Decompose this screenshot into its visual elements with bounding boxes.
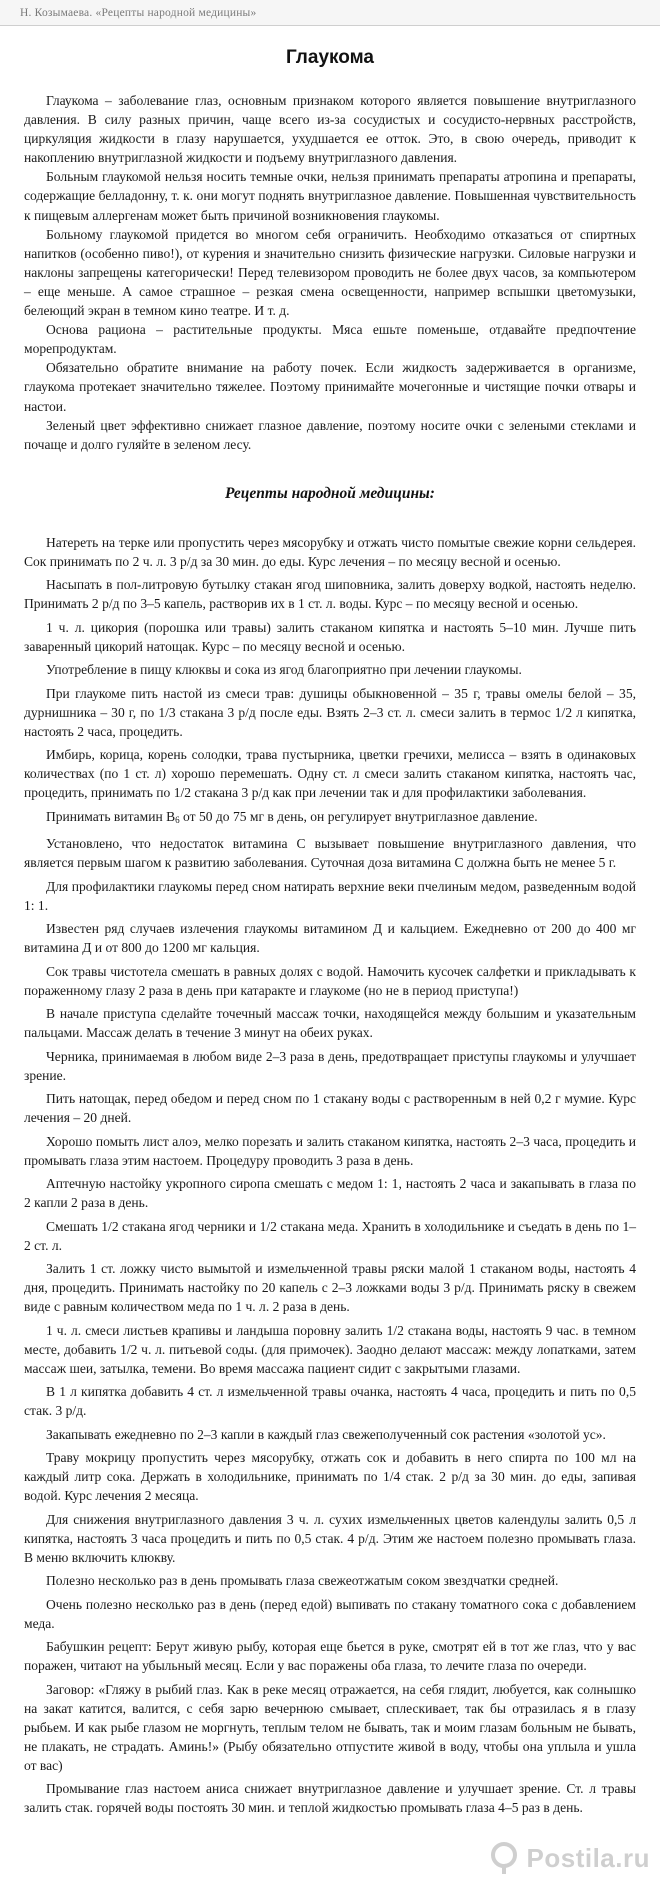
recipe-paragraph: Бабушкин рецепт: Берут живую рыбу, которая еще бьется в руке, смотрят ей в тот же глаз, что у вас поражен, читают на убыльный месяц. Если у вас поражены оба глаза, то лечите глаза по очереди.: [24, 1639, 636, 1674]
recipe-paragraph: Очень полезно несколько раз в день (перед едой) выпивать по стакану томатного сока с добавлением меда.: [24, 1596, 636, 1631]
recipe-paragraph: В 1 л кипятка добавить 4 ст. л измельченной травы очанка, настоять 4 часа, процедить и пить по 0,5 стак. 3 р/д.: [24, 1384, 636, 1419]
vitamin-b6-after: от 50 до 75 мг в день, он регулирует внутриглазное давление.: [179, 808, 538, 824]
recipe-paragraph: Известен ряд случаев излечения глаукомы витамином Д и кальцием. Ежедневно от 200 до 400 мг витамина Д и от 800 до 1200 мг кальция.: [24, 921, 636, 956]
article: [24, 40, 636, 1822]
recipe-paragraph: Насыпать в пол-литровую бутылку стакан ягод шиповника, залить доверху водкой, настоять неделю. Принимать 2 р/д по 3–5 капель, растворив их в 1 ст. л. воды. Курс – по месяцу весной и осенью.: [24, 577, 636, 612]
recipe-paragraph: 1 ч. л. смеси листьев крапивы и ландыша поровну залить 1/2 стакана воды, настоять 9 час. в темном месте, добавить 1/2 ч. л. питьевой соды. (для примочек). Заодно делают массаж: между лопатками, затем массаж шеи, затылка, темени. Во время массажа пациент сидит с закрытыми глазами.: [24, 1322, 636, 1376]
recipes-heading: Рецепты народной медицины:: [225, 484, 435, 502]
intro-paragraph: Больному глаукомой придется во многом себя ограничить. Необходимо отказаться от спиртных напитков (особенно пиво!), от курения и значительно снизить физические нагрузки. Силовые нагрузки и наклоны запрещены категорически! Перед телевизором проводить не более двух часов, за компьютером – еще меньше. А самое страшное – резкая смена освещенности, например вспышки цветомузыки, белеющий экран в темном кино театре. И т. д.: [24, 226, 636, 319]
recipe-paragraph: Закапывать ежедневно по 2–3 капли в каждый глаз свежеполученный сок растения «золотой ус».: [46, 1426, 606, 1442]
recipe-paragraph: Натереть на терке или пропустить через мясорубку и отжать чисто помытые свежие корни сельдерея. Сок принимать по 2 ч. л. 3 р/д за 30 мин. до еды. Курс лечения – по месяцу весной и осенью.: [24, 534, 636, 569]
intro-paragraph: Зеленый цвет эффективно снижает глазное давление, поэтому носите очки с зелеными стеклами и почаще и долго гуляйте в зеленом лесу.: [24, 417, 636, 452]
recipe-paragraph: В начале приступа сделайте точечный массаж точки, находящейся между большим и указательным пальцами. Массаж делать в течение 3 минут на обеих руках.: [24, 1006, 636, 1041]
intro-section: [24, 91, 636, 454]
recipe-paragraph: Установлено, что недостаток витамина С вызывает повышение внутриглазного давления, что является первым шагом к развитию заболевания. Суточная доза витамина С должна быть не менее 5 г.: [24, 836, 636, 871]
watermark-text: Postila.ru: [526, 1842, 650, 1873]
recipe-paragraph: Промывание глаз настоем аниса снижает внутриглазное давление и улучшает зрение. Ст. л травы залить стак. горячей воды постоять 30 мин. и теплой жидкостью промывать глаза 4–5 раз в день.: [24, 1781, 636, 1816]
running-header-title: Н. Козымаева. «Рецепты народной медицины»: [20, 7, 257, 19]
intro-paragraph: Больным глаукомой нельзя носить темные очки, нельзя принимать препараты атропина и препараты, содержащие белладонну, т. к. они могут поднять внутриглазное давление. Повышенная чувствительность к пищевым аллергенам может быть причиной возникновения глаукомы.: [24, 169, 636, 223]
recipe-paragraph: Черника, принимаемая в любом виде 2–3 раза в день, предотвращает приступы глаукомы и улучшает зрение.: [24, 1048, 636, 1083]
recipe-paragraph: Аптечную настойку укропного сиропа смешать с медом 1: 1, настоять 2 часа и закапывать в глаза по 2 капли 2 раза в день.: [24, 1176, 636, 1211]
recipe-paragraph: При глаукоме пить настой из смеси трав: душицы обыкновенной – 35 г, травы омелы белой – 35, дурнишника – 30 г, по 1/3 стакана 3 р/д после еды. Взять 2–3 ст. л. смеси залить в термос 1/2 л кипятка, настоять 2 часа, процедить.: [24, 685, 636, 739]
article-title: Глаукома: [285, 47, 374, 68]
vitamin-b6-before: Принимать витамин В: [46, 808, 176, 824]
running-header: [0, 0, 660, 26]
recipe-paragraph: Смешать 1/2 стакана ягод черники и 1/2 стакана меда. Хранить в холодильнике и съедать в день по 1–2 ст. л.: [24, 1218, 636, 1253]
watermark-pin-icon: [487, 1841, 521, 1875]
recipe-paragraph: Сок травы чистотела смешать в равных долях с водой. Намочить кусочек салфетки и прикладывать к пораженному глазу 2 раза в день при катаракте и глаукоме (но не в период приступа!): [24, 963, 636, 998]
recipe-paragraph: 1 ч. л. цикория (порошка или травы) залить стаканом кипятка и настоять 5–10 мин. Лучше пить заваренный цикорий натощак. Курс – по месяцу весной и осенью.: [24, 619, 636, 654]
recipe-paragraph: Траву мокрицу пропустить через мясорубку, отжать сок и добавить в него спирта по 100 мл на каждый литр сока. Держать в холодильнике, принимать по 1/4 стак. 2 р/д за 30 мин. до еды, запивая водой. Курс лечения 2 месяца.: [24, 1450, 636, 1504]
watermark: [410, 1838, 650, 1878]
recipe-paragraph: Залить 1 ст. ложку чисто вымытой и измельченной травы ряски малой 1 стаканом воды, настоять 4 дня, процедить. Принимать настойку по 20 капель с 2–3 ложками воды 3 р/д. Принимать ряску в свежем виде с равным количеством меда по 1 ч. л. 2 раза в день.: [24, 1261, 636, 1315]
intro-paragraph: Глаукома – заболевание глаз, основным признаком которого является повышение внутриглазного давления. В силу разных причин, чаще всего из-за сосудистых и сосудисто-нервных расстройств, циркуляция жидкости в глазу нарушается, ухудшается ее отток. Это, в свою очередь, приводит к накоплению внутриглазной жидкости и подъему внутриглазного давления.: [24, 93, 636, 166]
recipe-paragraph: Имбирь, корица, корень солодки, трава пустырника, цветки гречихи, мелисса – взять в одинаковых количествах (по 1 ст. л) хорошо перемешать. Одну ст. л смеси залить стаканом кипятка, настоять час, процедить, принимать по 1/2 стакана 3 р/д как при лечении так и для профилактики заболевания.: [24, 747, 636, 801]
recipe-paragraph-vitamin-b6: [24, 807, 636, 830]
recipes-section: [24, 533, 636, 1818]
recipe-paragraph: Пить натощак, перед обедом и перед сном по 1 стакану воды с растворенным в ней 0,2 г мумие. Курс лечения – 20 дней.: [24, 1091, 636, 1126]
intro-paragraph: Обязательно обратите внимание на работу почек. Если жидкость задерживается в организме, глаукома протекает значительно тяжелее. Поэтому принимайте мочегонные и чистящие почки отвары и настои.: [24, 360, 636, 414]
vitamin-b6-subscript: 6: [175, 814, 180, 825]
intro-paragraph: Основа рациона – растительные продукты. Мяса ешьте поменьше, отдавайте предпочтение морепродуктам.: [24, 322, 636, 357]
recipe-paragraph: Употребление в пищу клюквы и сока из ягод благоприятно при лечении глаукомы.: [46, 662, 522, 678]
recipe-paragraph: Хорошо помыть лист алоэ, мелко порезать и залить стаканом кипятка, настоять 2–3 часа, процедить и промывать глаза этим настоем. Процедуру проводить 3 раза в день.: [24, 1133, 636, 1168]
recipe-paragraph: Для снижения внутриглазного давления 3 ч. л. сухих измельченных цветов календулы залить 0,5 л кипятка, настоять 3 часа процедить и пить по 0,5 стак. 4 р/д. Этим же настоем полезно промывать глаза. В меню включить клюкву.: [24, 1511, 636, 1565]
recipe-paragraph: Полезно несколько раз в день промывать глаза свежеотжатым соком звездчатки средней.: [46, 1573, 559, 1589]
recipe-paragraph: Заговор: «Гляжу в рыбий глаз. Как в реке месяц отражается, на себя глядит, любуется, как солнышко на закат катится, валится, с себя зарю вечернюю смывает, сплескивает, так бы отразилась я в глазу рыбьем. И как рыбе глазом не моргнуть, теплым телом не бывать, так и моим глазам больным не бывать, не плакать, не страдать. Аминь!» (Рыбу обязательно отпустите живой в воду, чтобы она уплыла и ушла от вас): [24, 1681, 636, 1773]
recipe-paragraph: Для профилактики глаукомы перед сном натирать верхние веки пчелиным медом, разведенным водой 1: 1.: [24, 878, 636, 913]
